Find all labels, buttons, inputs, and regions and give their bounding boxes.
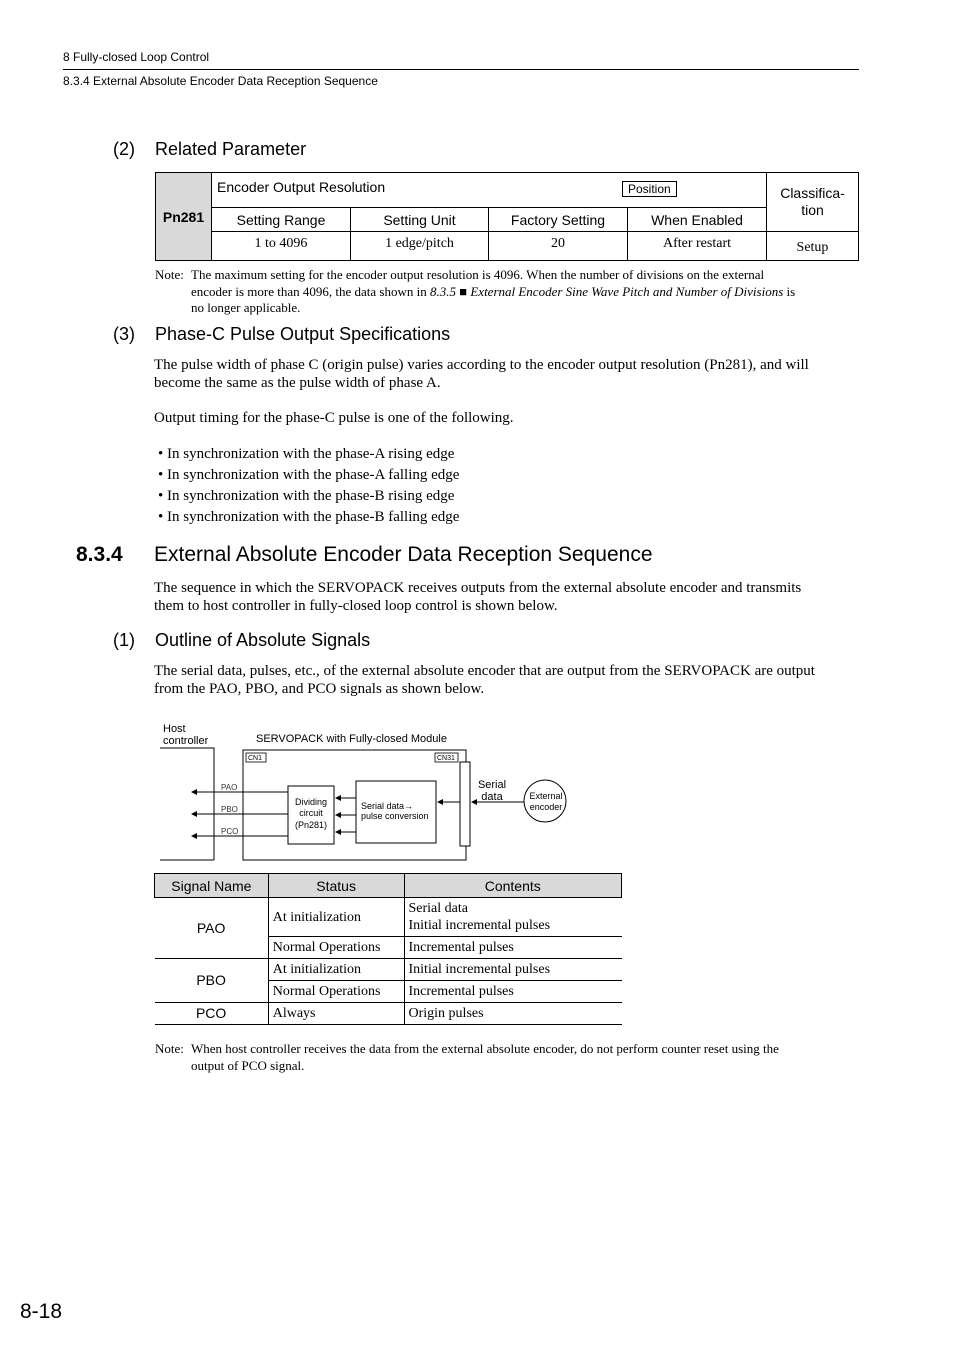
running-header-chapter: 8 Fully-closed Loop Control	[63, 50, 210, 64]
paragraph-line: them to host controller in fully-closed loop control is shown below.	[154, 598, 558, 614]
dividing-label-1: Dividing	[294, 797, 328, 807]
note-line: The maximum setting for the encoder output resolution is 4096. When the number of divisions on the external	[191, 267, 765, 282]
signals-note	[155, 1041, 859, 1074]
position-badge: Position	[622, 181, 677, 197]
absolute-signals-table	[154, 873, 622, 1025]
bullet-item: • In synchronization with the phase-B rising edge	[158, 488, 455, 504]
section-title: External Absolute Encoder Data Reception Sequence	[154, 543, 653, 566]
encoder-label-1: External	[529, 791, 563, 801]
section-paragraph	[154, 579, 859, 615]
header-signal-name: Signal Name	[155, 874, 269, 898]
heading-text: Related Parameter	[155, 139, 307, 159]
section-number: 8.3.4	[76, 543, 123, 566]
pco-label: PCO	[221, 827, 239, 836]
running-header-section: 8.3.4 External Absolute Encoder Data Reception Sequence	[63, 74, 378, 88]
bullet-item: • In synchronization with the phase-A rising edge	[158, 446, 455, 462]
phase-c-paragraph-1	[154, 356, 859, 392]
page-number: 8-18	[20, 1300, 63, 1323]
header-rule	[63, 69, 859, 70]
heading-number: (1)	[113, 630, 135, 650]
signal-pbo: PBO	[155, 959, 269, 1003]
section-heading	[76, 543, 653, 567]
heading-text: Outline of Absolute Signals	[155, 630, 371, 650]
note-line: no longer applicable.	[191, 300, 301, 315]
dividing-label-3: (Pn281)	[294, 820, 328, 830]
value-setting-range: 1 to 4096	[212, 232, 351, 261]
status-cell: At initialization	[268, 898, 404, 937]
serial-label-1: Serial	[477, 779, 507, 791]
servopack-label: SERVOPACK with Fully-closed Module	[256, 733, 447, 745]
value-classification: Setup	[767, 232, 859, 261]
header-contents: Contents	[404, 874, 622, 898]
pbo-label: PBO	[221, 805, 238, 814]
signal-block-diagram	[150, 718, 580, 868]
table-row	[155, 1003, 622, 1025]
status-cell: Always	[268, 1003, 404, 1025]
table-row	[155, 959, 622, 981]
phase-c-paragraph-2: Output timing for the phase-C pulse is one of the following.	[154, 410, 514, 426]
paragraph-line: The pulse width of phase C (origin pulse) varies according to the encoder output resolution (Pn281), and will	[154, 357, 809, 373]
note-line: When host controller receives the data from the external absolute encoder, do not perform counter reset using the	[191, 1041, 779, 1056]
contents-line: Initial incremental pulses	[408, 918, 551, 933]
table-row	[155, 898, 622, 937]
host-label-1: Host	[163, 723, 186, 735]
outline-heading	[113, 630, 370, 651]
host-controller-frame	[160, 748, 214, 860]
note-line	[191, 284, 859, 301]
phase-c-heading	[113, 324, 450, 345]
header-status: Status	[268, 874, 404, 898]
note-line: output of PCO signal.	[191, 1057, 305, 1073]
outline-paragraph	[154, 662, 859, 698]
value-setting-unit: 1 edge/pitch	[351, 232, 489, 261]
status-cell: Normal Operations	[268, 937, 404, 959]
contents-line: Serial data	[408, 901, 468, 916]
note-label: Note:	[155, 1041, 184, 1056]
col-factory-setting: Factory Setting	[489, 208, 628, 232]
note-label: Note:	[155, 267, 184, 282]
contents-cell: Incremental pulses	[404, 937, 622, 959]
cn1-label: CN1	[248, 755, 263, 762]
note-text: encoder is more than 4096, the data shown in	[191, 283, 430, 299]
related-parameter-heading	[113, 139, 306, 160]
note-reference: 8.3.5 ■ External Encoder Sine Wave Pitch and Number of Divisions	[430, 283, 784, 299]
contents-cell: Origin pulses	[404, 1003, 622, 1025]
col-when-enabled: When Enabled	[628, 208, 767, 232]
external-encoder-circle	[524, 780, 566, 822]
paragraph-line: become the same as the pulse width of phase A.	[154, 375, 441, 391]
parameter-table	[155, 172, 859, 261]
cn31-interface-bar	[460, 762, 470, 846]
serial-label-2: data	[481, 791, 503, 803]
conversion-label-2: pulse conversion	[361, 811, 429, 821]
dividing-label-2: circuit	[299, 808, 323, 818]
heading-text: Phase-C Pulse Output Specifications	[155, 324, 451, 344]
parameter-title: Encoder Output Resolution	[217, 179, 386, 195]
signal-pco: PCO	[155, 1003, 269, 1025]
encoder-label-2: encoder	[529, 802, 563, 812]
value-factory-setting: 20	[489, 232, 628, 261]
status-cell: Normal Operations	[268, 981, 404, 1003]
heading-number: (2)	[113, 139, 135, 159]
contents-cell	[404, 898, 622, 937]
pao-label: PAO	[221, 783, 238, 792]
contents-cell: Initial incremental pulses	[404, 959, 622, 981]
paragraph-line: from the PAO, PBO, and PCO signals as shown below.	[154, 681, 485, 697]
contents-cell: Incremental pulses	[404, 981, 622, 1003]
heading-number: (3)	[113, 324, 135, 344]
classification-label: Classifica- tion	[767, 173, 859, 232]
paragraph-line: The sequence in which the SERVOPACK receives outputs from the external absolute encoder and transmits	[154, 580, 802, 596]
host-label-2: controller	[163, 735, 209, 747]
cn31-label: CN31	[437, 755, 455, 762]
value-when-enabled: After restart	[628, 232, 767, 261]
signal-pao: PAO	[155, 898, 269, 959]
note-text: is	[783, 283, 796, 299]
status-cell: At initialization	[268, 959, 404, 981]
conversion-label-1: Serial data→	[361, 801, 414, 811]
col-setting-unit: Setting Unit	[351, 208, 489, 232]
phase-c-bullet-list	[158, 444, 863, 528]
col-setting-range: Setting Range	[212, 208, 351, 232]
bullet-item: • In synchronization with the phase-A falling edge	[158, 467, 460, 483]
parameter-title-cell	[212, 173, 767, 208]
parameter-number: Pn281	[156, 173, 212, 261]
bullet-item: • In synchronization with the phase-B falling edge	[158, 509, 460, 525]
parameter-note	[155, 267, 859, 317]
paragraph-line: The serial data, pulses, etc., of the external absolute encoder that are output from the SERVOPACK are output	[154, 663, 815, 679]
